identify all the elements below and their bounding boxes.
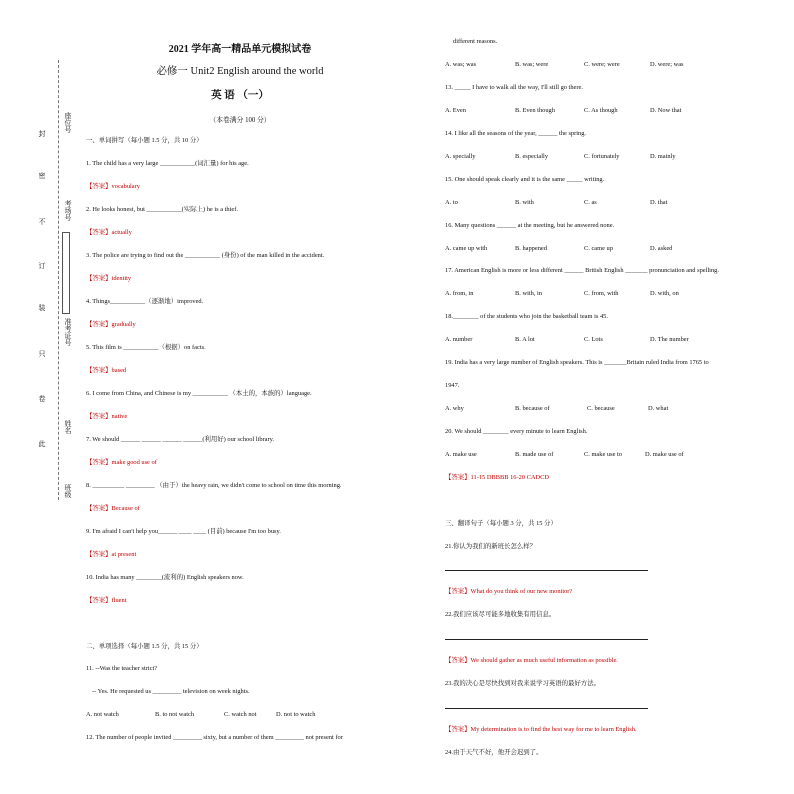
q19-option-b: B. because of <box>515 405 550 412</box>
question-1: 1. The child has a very large ___________(词汇量) for his age. <box>86 160 249 167</box>
question-18: 18.________ of the students who join the basketball team is 45. <box>445 313 608 320</box>
question-9: 9. I'm afraid I can't help you______ ____ ____ (目前) because I'm too busy. <box>86 528 281 535</box>
q18-option-d: D. The number <box>650 336 689 343</box>
question-7: 7. We should ______ ______ ______ ______(利用好) our school library. <box>86 436 274 443</box>
question-12-cont: different reasons. <box>453 38 498 45</box>
q19-option-a: A. why <box>445 405 464 412</box>
q14-option-b: B. especially <box>515 153 549 160</box>
answer-11-20: 【答案】11-15 DBBBB 16-20 CADCD <box>445 474 549 481</box>
question-10: 10. India has many ________(流利的) English speakers now. <box>86 574 244 581</box>
q13-option-b: B. Even though <box>515 107 555 114</box>
answer-7: 【答案】make good use of <box>86 459 157 466</box>
question-23: 23.我的决心是尽快找到对我来说学习英语的最好方法。 <box>445 680 600 687</box>
question-17: 17. American English is more or less different ______ British English _______ pronunciation and spelling. <box>445 267 719 274</box>
question-11-line2: -- Yes. He requested us _________ television on week nights. <box>92 688 250 695</box>
exam-subtitle: 必修一 Unit2 English around the world <box>156 66 324 77</box>
question-8: 8. __________ _________ （由于）the heavy rain, we didn't come to school on time this morning. <box>86 482 342 489</box>
q16-option-b: B. happened <box>515 245 547 252</box>
q11-option-c: C. watch not <box>224 711 257 718</box>
q20-option-a: A. make use <box>445 451 477 458</box>
id-box <box>62 232 70 314</box>
side-label-secret: 密 <box>38 172 46 179</box>
question-2: 2. He looks honest, but ___________(实际上) he is a thief. <box>86 206 238 213</box>
q20-option-b: B. made use of <box>515 451 554 458</box>
side-label-ticket: 准考证号 <box>64 318 72 346</box>
section2-heading: 二、单项选择（每小题 1.5 分，共 15 分） <box>86 643 203 650</box>
question-21: 21.你认为我们的新班长怎么样？ <box>445 543 537 550</box>
question-14: 14. I like all the seasons of the year, ______ the spring. <box>445 130 587 137</box>
q17-option-b: B. with, in <box>515 290 542 297</box>
question-16: 16. Many questions ______ at the meeting, but he answered none. <box>445 222 615 229</box>
q12-option-b: B. was; were <box>515 61 549 68</box>
q18-option-a: A. number <box>445 336 473 343</box>
side-label-room: 考场号 <box>64 200 72 221</box>
question-24: 24.由于天气不好，他开会迟到了。 <box>445 749 543 756</box>
q17-option-d: D. with, on <box>650 290 679 297</box>
side-label-name: 姓名 <box>64 420 72 434</box>
answer-8: 【答案】Because of <box>86 505 140 512</box>
q16-option-d: D. asked <box>650 245 673 252</box>
side-label-seal: 封 <box>38 130 46 137</box>
q19-option-d: D. what <box>648 405 669 412</box>
q15-option-c: C. as <box>584 199 597 206</box>
q13-option-a: A. Even <box>445 107 466 114</box>
q16-option-a: A. came up with <box>445 245 488 252</box>
question-3: 3. The police are trying to find out the ___________ (身份) of the man killed in the accident. <box>86 252 325 259</box>
answer-21: 【答案】What do you think of our new monitor? <box>445 588 573 595</box>
question-12: 12. The number of people invited _________ sixty, but a number of them _________ not present for <box>86 734 343 741</box>
side-label-class: 班级 <box>64 484 72 498</box>
q12-option-d: D. were; was <box>650 61 684 68</box>
answer-10: 【答案】fluent <box>86 597 127 604</box>
answer-line-22 <box>445 639 648 640</box>
q11-option-b: B. to not watch <box>155 711 195 718</box>
side-label-install: 装 <box>38 304 46 311</box>
q17-option-a: A. from, in <box>445 290 474 297</box>
q15-option-d: D. that <box>650 199 668 206</box>
question-19-cont: 1947. <box>445 382 460 389</box>
answer-9: 【答案】at present <box>86 551 137 558</box>
q12-option-a: A. was; was <box>445 61 477 68</box>
question-13: 13. _____ I have to walk all the way, I'll still go there. <box>445 84 583 91</box>
q18-option-c: C. Lots <box>584 336 603 343</box>
q18-option-b: B. A lot <box>515 336 535 343</box>
question-20: 20. We should ________ every minute to learn English. <box>445 428 588 435</box>
question-5: 5. This film is ___________（根据）on facts. <box>86 344 206 351</box>
question-4: 4. Things___________（逐渐地）improved. <box>86 298 204 305</box>
exam-subject: 英 语 （一） <box>211 90 269 101</box>
q12-option-c: C. were; were <box>584 61 620 68</box>
score-note: （本卷满分 100 分） <box>209 117 271 124</box>
q14-option-c: C. fortunately <box>584 153 620 160</box>
answer-2: 【答案】actually <box>86 229 132 236</box>
answer-line-21 <box>445 570 648 571</box>
answer-23: 【答案】My determination is to find the best way for me to learn English. <box>445 726 637 733</box>
q15-option-b: B. with <box>515 199 534 206</box>
answer-5: 【答案】based <box>86 367 127 374</box>
answer-3: 【答案】identity <box>86 275 132 282</box>
q16-option-c: C. came up <box>584 245 613 252</box>
q11-option-a: A. not watch <box>86 711 119 718</box>
q13-option-c: C. As though <box>584 107 618 114</box>
exam-title: 2021 学年高一精品单元模拟试卷 <box>168 44 312 55</box>
answer-line-23 <box>445 708 648 709</box>
question-11: 11. --Was the teacher strict? <box>86 665 158 672</box>
question-6: 6. I come from China, and Chinese is my ___________ （本土的，本族的）language. <box>86 390 312 397</box>
q15-option-a: A. to <box>445 199 458 206</box>
q20-option-d: D. make use of <box>645 451 684 458</box>
side-label-only: 只 <box>38 350 46 357</box>
section1-heading: 一、单词拼写（每小题 1.5 分，共 10 分） <box>86 137 203 144</box>
side-label-this: 此 <box>38 440 46 447</box>
side-label-bind: 订 <box>38 262 46 269</box>
q19-option-c: C. because <box>587 405 615 412</box>
question-15: 15. One should speak clearly and it is the same _____ writing. <box>445 176 605 183</box>
side-label-not: 不 <box>38 218 46 225</box>
answer-1: 【答案】vocabulary <box>86 183 140 190</box>
q14-option-d: D. mainly <box>650 153 676 160</box>
q17-option-c: C. from, with <box>584 290 619 297</box>
answer-22: 【答案】We should gather as much useful information as possible. <box>445 657 618 664</box>
q11-option-d: D. not to watch <box>276 711 316 718</box>
answer-4: 【答案】gradually <box>86 321 136 328</box>
q14-option-a: A. specially <box>445 153 476 160</box>
section3-heading: 三、翻译句子（每小题 3 分，共 15 分） <box>445 520 557 527</box>
side-label-paper: 卷 <box>38 395 46 402</box>
q20-option-c: C. make use to <box>584 451 622 458</box>
question-22: 22.我们应该尽可能多地收集有用信息。 <box>445 611 556 618</box>
q13-option-d: D. Now that <box>650 107 682 114</box>
question-19: 19. India has a very large number of English speakers. This is _______Britain ruled India from 1765 to <box>445 359 709 366</box>
side-label-seat: 座位号 <box>64 112 72 133</box>
answer-6: 【答案】native <box>86 413 128 420</box>
cut-line <box>58 60 59 500</box>
